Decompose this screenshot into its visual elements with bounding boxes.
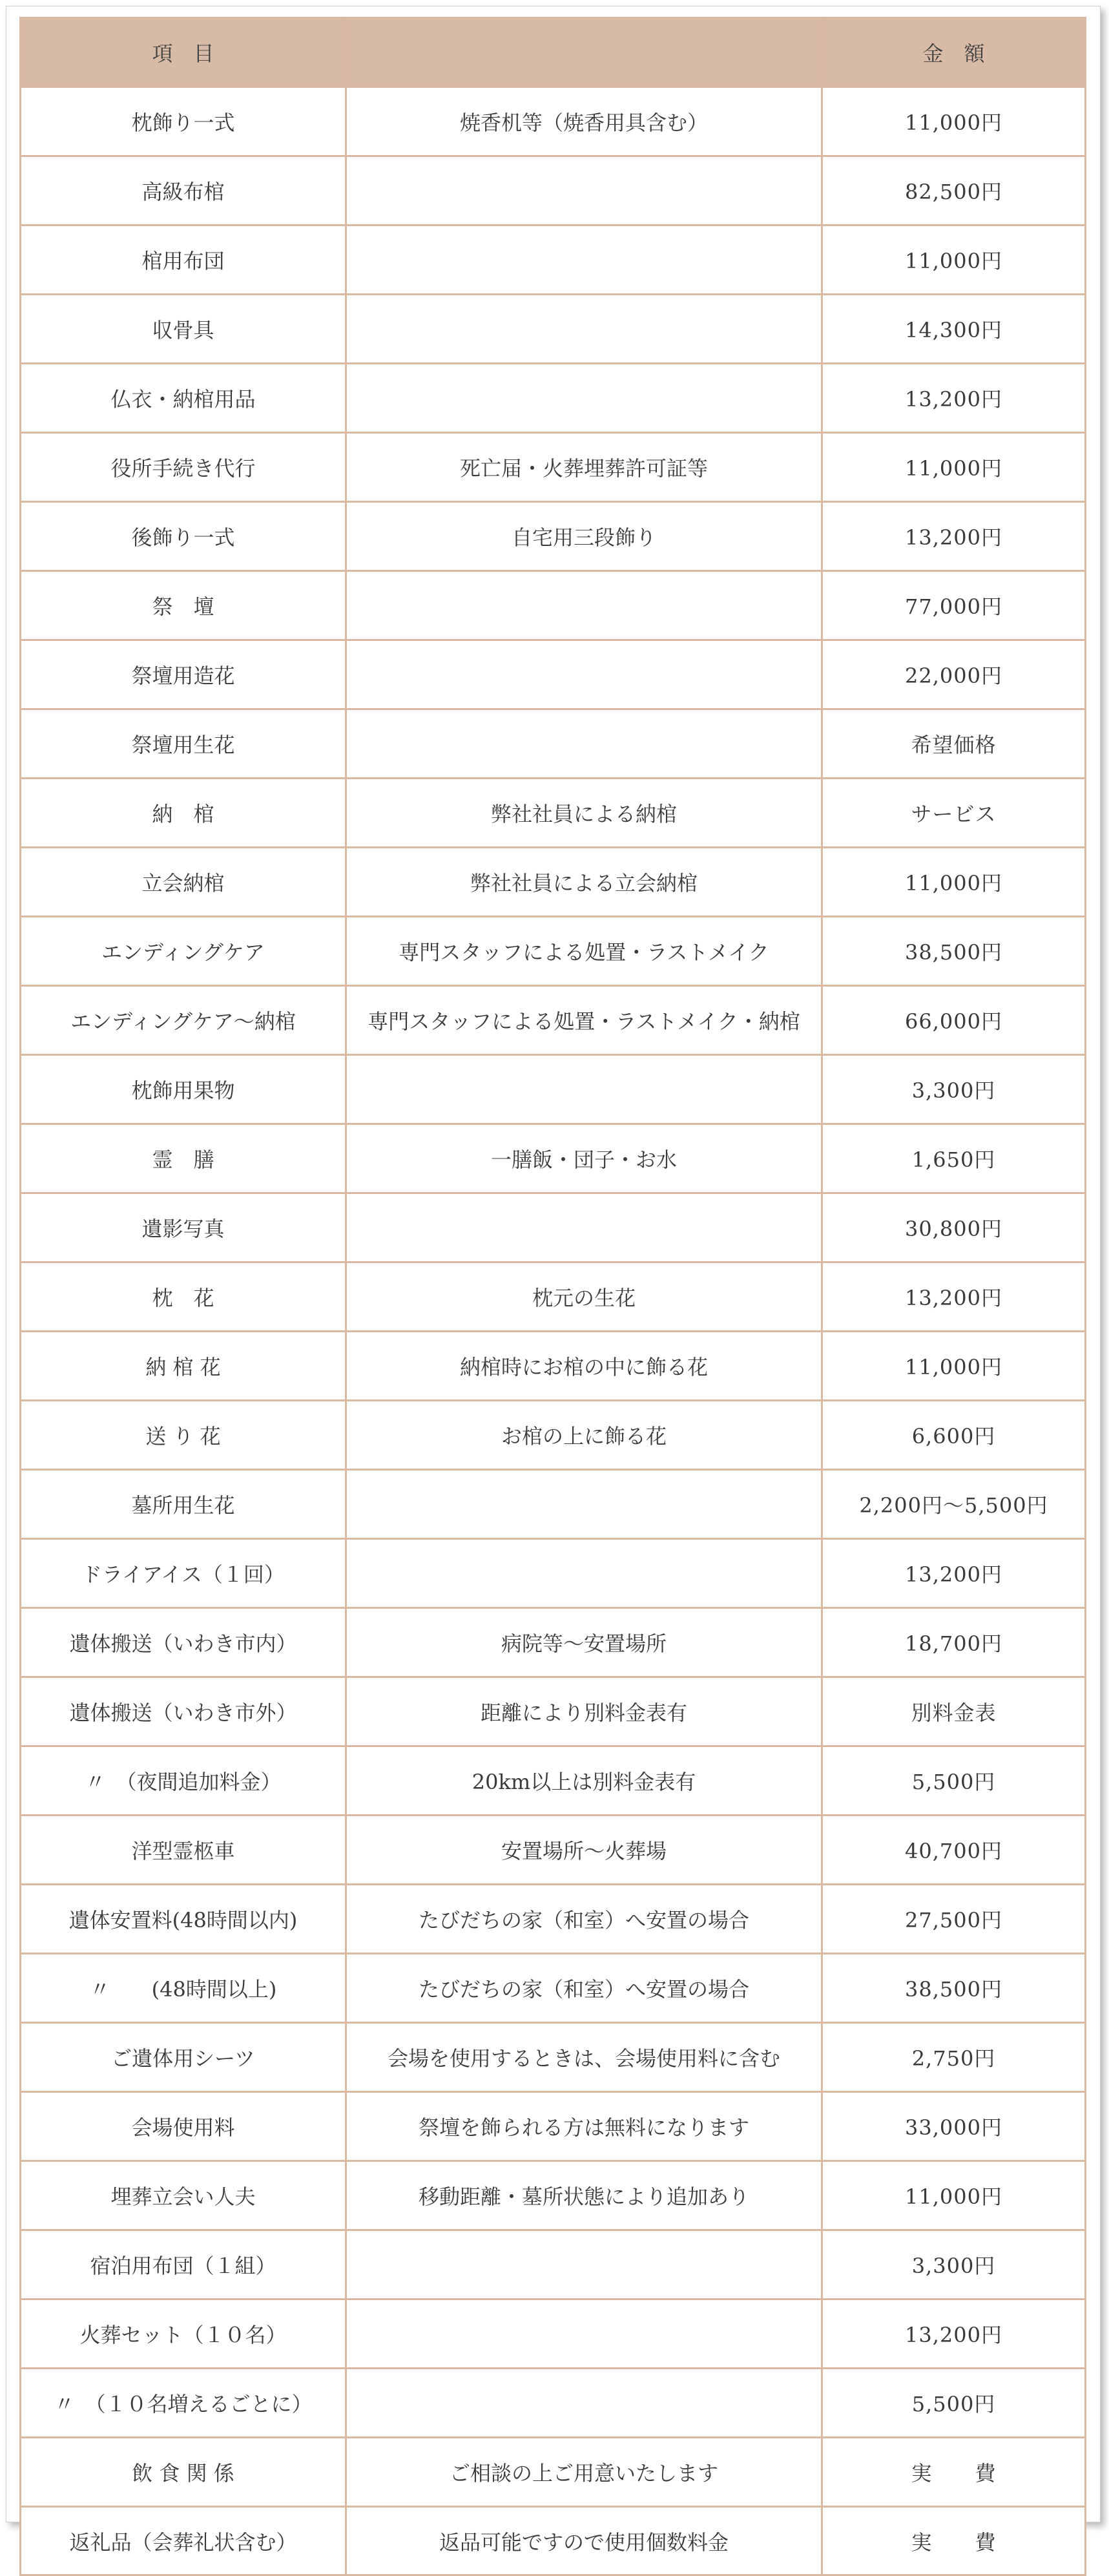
amount-cell: 13,200円 [822,502,1086,571]
table-row [21,225,1086,295]
detail-cell [346,640,822,709]
amount-cell: 40,700円 [822,1816,1086,1885]
table-row [21,87,1086,156]
amount-cell: 別料金表 [822,1677,1086,1746]
table-row [21,2507,1086,2575]
item-cell: 〃 （１０名増えるごとに） [21,2369,346,2438]
detail-cell: 祭壇を飾られる方は無料になります [346,2092,822,2161]
item-cell: 〃 （夜間追加料金） [21,1746,346,1816]
detail-cell: たびだちの家（和室）へ安置の場合 [346,1954,822,2023]
detail-cell: 枕元の生花 [346,1262,822,1332]
amount-cell: 13,200円 [822,1262,1086,1332]
amount-cell: 11,000円 [822,2161,1086,2230]
detail-cell [346,156,822,225]
table-row [21,502,1086,571]
item-cell: 立会納棺 [21,848,346,917]
table-row [21,1954,1086,2023]
item-cell: 納 棺 [21,779,346,848]
amount-cell: 11,000円 [822,87,1086,156]
item-cell: 納 棺 花 [21,1332,346,1401]
table-row [21,779,1086,848]
amount-cell: 2,750円 [822,2023,1086,2092]
detail-cell [346,1193,822,1262]
item-cell: 洋型霊柩車 [21,1816,346,1885]
detail-cell: 弊社社員による納棺 [346,779,822,848]
header-amount: 金 額 [822,18,1086,87]
table-row [21,1401,1086,1470]
table-row [21,848,1086,917]
item-cell: 枕飾用果物 [21,1055,346,1124]
price-table [19,17,1086,2576]
amount-cell: 13,200円 [822,1539,1086,1608]
detail-cell [346,1470,822,1539]
detail-cell: 死亡届・火葬埋葬許可証等 [346,433,822,502]
amount-cell: 11,000円 [822,433,1086,502]
amount-cell: 実 費 [822,2507,1086,2575]
price-list-frame [6,6,1101,2555]
table-row [21,986,1086,1055]
table-row [21,156,1086,225]
table-row [21,2023,1086,2092]
amount-cell: 13,200円 [822,364,1086,433]
table-row [21,1055,1086,1124]
item-cell: 送 り 花 [21,1401,346,1470]
amount-cell: 実 費 [822,2438,1086,2507]
item-cell: エンディングケア〜納棺 [21,986,346,1055]
detail-cell: 会場を使用するときは、会場使用料に含む [346,2023,822,2092]
item-cell: 霊 膳 [21,1124,346,1193]
item-cell: 埋葬立会い人夫 [21,2161,346,2230]
amount-cell: 5,500円 [822,2369,1086,2438]
header-item: 項 目 [21,18,346,87]
detail-cell: 弊社社員による立会納棺 [346,848,822,917]
item-cell: 祭壇用生花 [21,709,346,779]
item-cell: 収骨具 [21,295,346,364]
item-cell: 枕 花 [21,1262,346,1332]
detail-cell: 一膳飯・団子・お水 [346,1124,822,1193]
table-row [21,2161,1086,2230]
amount-cell: 希望価格 [822,709,1086,779]
item-cell: 〃 (48時間以上) [21,1954,346,2023]
detail-cell: 焼香机等（焼香用具含む） [346,87,822,156]
table-row [21,1885,1086,1954]
detail-cell [346,225,822,295]
detail-cell: 距離により別料金表有 [346,1677,822,1746]
detail-cell: 安置場所〜火葬場 [346,1816,822,1885]
item-cell: 遺体安置料(48時間以内) [21,1885,346,1954]
table-row [21,1470,1086,1539]
detail-cell [346,2369,822,2438]
detail-cell: 専門スタッフによる処置・ラストメイク [346,917,822,986]
item-cell: 宿泊用布団（１組） [21,2230,346,2299]
amount-cell: 77,000円 [822,571,1086,640]
header-detail [346,18,822,87]
detail-cell [346,1055,822,1124]
amount-cell: 11,000円 [822,225,1086,295]
table-row [21,640,1086,709]
item-cell: 枕飾り一式 [21,87,346,156]
detail-cell: 自宅用三段飾り [346,502,822,571]
item-cell: 遺影写真 [21,1193,346,1262]
item-cell: 役所手続き代行 [21,433,346,502]
detail-cell: お棺の上に飾る花 [346,1401,822,1470]
table-row [21,571,1086,640]
item-cell: 遺体搬送（いわき市外） [21,1677,346,1746]
item-cell: 棺用布団 [21,225,346,295]
amount-cell: 27,500円 [822,1885,1086,1954]
amount-cell: 5,500円 [822,1746,1086,1816]
detail-cell [346,2230,822,2299]
table-row [21,433,1086,502]
detail-cell: 専門スタッフによる処置・ラストメイク・納棺 [346,986,822,1055]
amount-cell: 18,700円 [822,1608,1086,1677]
detail-cell: 移動距離・墓所状態により追加あり [346,2161,822,2230]
table-row [21,1746,1086,1816]
item-cell: ドライアイス（１回） [21,1539,346,1608]
table-row [21,1608,1086,1677]
table-row [21,1539,1086,1608]
table-row [21,1193,1086,1262]
table-row [21,917,1086,986]
item-cell: 後飾り一式 [21,502,346,571]
table-row [21,1124,1086,1193]
table-row [21,2438,1086,2507]
amount-cell: 3,300円 [822,2230,1086,2299]
item-cell: 仏衣・納棺用品 [21,364,346,433]
detail-cell [346,709,822,779]
table-header-row [21,18,1086,87]
detail-cell: 20km以上は別料金表有 [346,1746,822,1816]
amount-cell: サービス [822,779,1086,848]
table-row [21,2369,1086,2438]
table-row [21,364,1086,433]
item-cell: エンディングケア [21,917,346,986]
amount-cell: 6,600円 [822,1401,1086,1470]
amount-cell: 66,000円 [822,986,1086,1055]
amount-cell: 2,200円〜5,500円 [822,1470,1086,1539]
item-cell: 返礼品（会葬礼状含む） [21,2507,346,2575]
detail-cell: たびだちの家（和室）へ安置の場合 [346,1885,822,1954]
item-cell: ご遺体用シーツ [21,2023,346,2092]
detail-cell [346,295,822,364]
amount-cell: 30,800円 [822,1193,1086,1262]
table-row [21,1677,1086,1746]
table-row [21,2299,1086,2369]
amount-cell: 11,000円 [822,848,1086,917]
detail-cell [346,364,822,433]
table-row [21,1816,1086,1885]
detail-cell [346,1539,822,1608]
amount-cell: 14,300円 [822,295,1086,364]
table-row [21,1332,1086,1401]
amount-cell: 22,000円 [822,640,1086,709]
amount-cell: 11,000円 [822,1332,1086,1401]
amount-cell: 38,500円 [822,1954,1086,2023]
item-cell: 祭壇用造花 [21,640,346,709]
amount-cell: 3,300円 [822,1055,1086,1124]
detail-cell [346,2299,822,2369]
table-row [21,295,1086,364]
item-cell: 火葬セット（１０名） [21,2299,346,2369]
detail-cell [346,571,822,640]
detail-cell: 納棺時にお棺の中に飾る花 [346,1332,822,1401]
amount-cell: 82,500円 [822,156,1086,225]
item-cell: 墓所用生花 [21,1470,346,1539]
table-row [21,1262,1086,1332]
amount-cell: 33,000円 [822,2092,1086,2161]
table-row [21,2230,1086,2299]
item-cell: 会場使用料 [21,2092,346,2161]
item-cell: 高級布棺 [21,156,346,225]
detail-cell: 返品可能ですので使用個数料金 [346,2507,822,2575]
table-row [21,709,1086,779]
item-cell: 飲 食 関 係 [21,2438,346,2507]
amount-cell: 13,200円 [822,2299,1086,2369]
detail-cell: ご相談の上ご用意いたします [346,2438,822,2507]
amount-cell: 1,650円 [822,1124,1086,1193]
detail-cell: 病院等〜安置場所 [346,1608,822,1677]
amount-cell: 38,500円 [822,917,1086,986]
table-row [21,2092,1086,2161]
item-cell: 遺体搬送（いわき市内） [21,1608,346,1677]
item-cell: 祭 壇 [21,571,346,640]
